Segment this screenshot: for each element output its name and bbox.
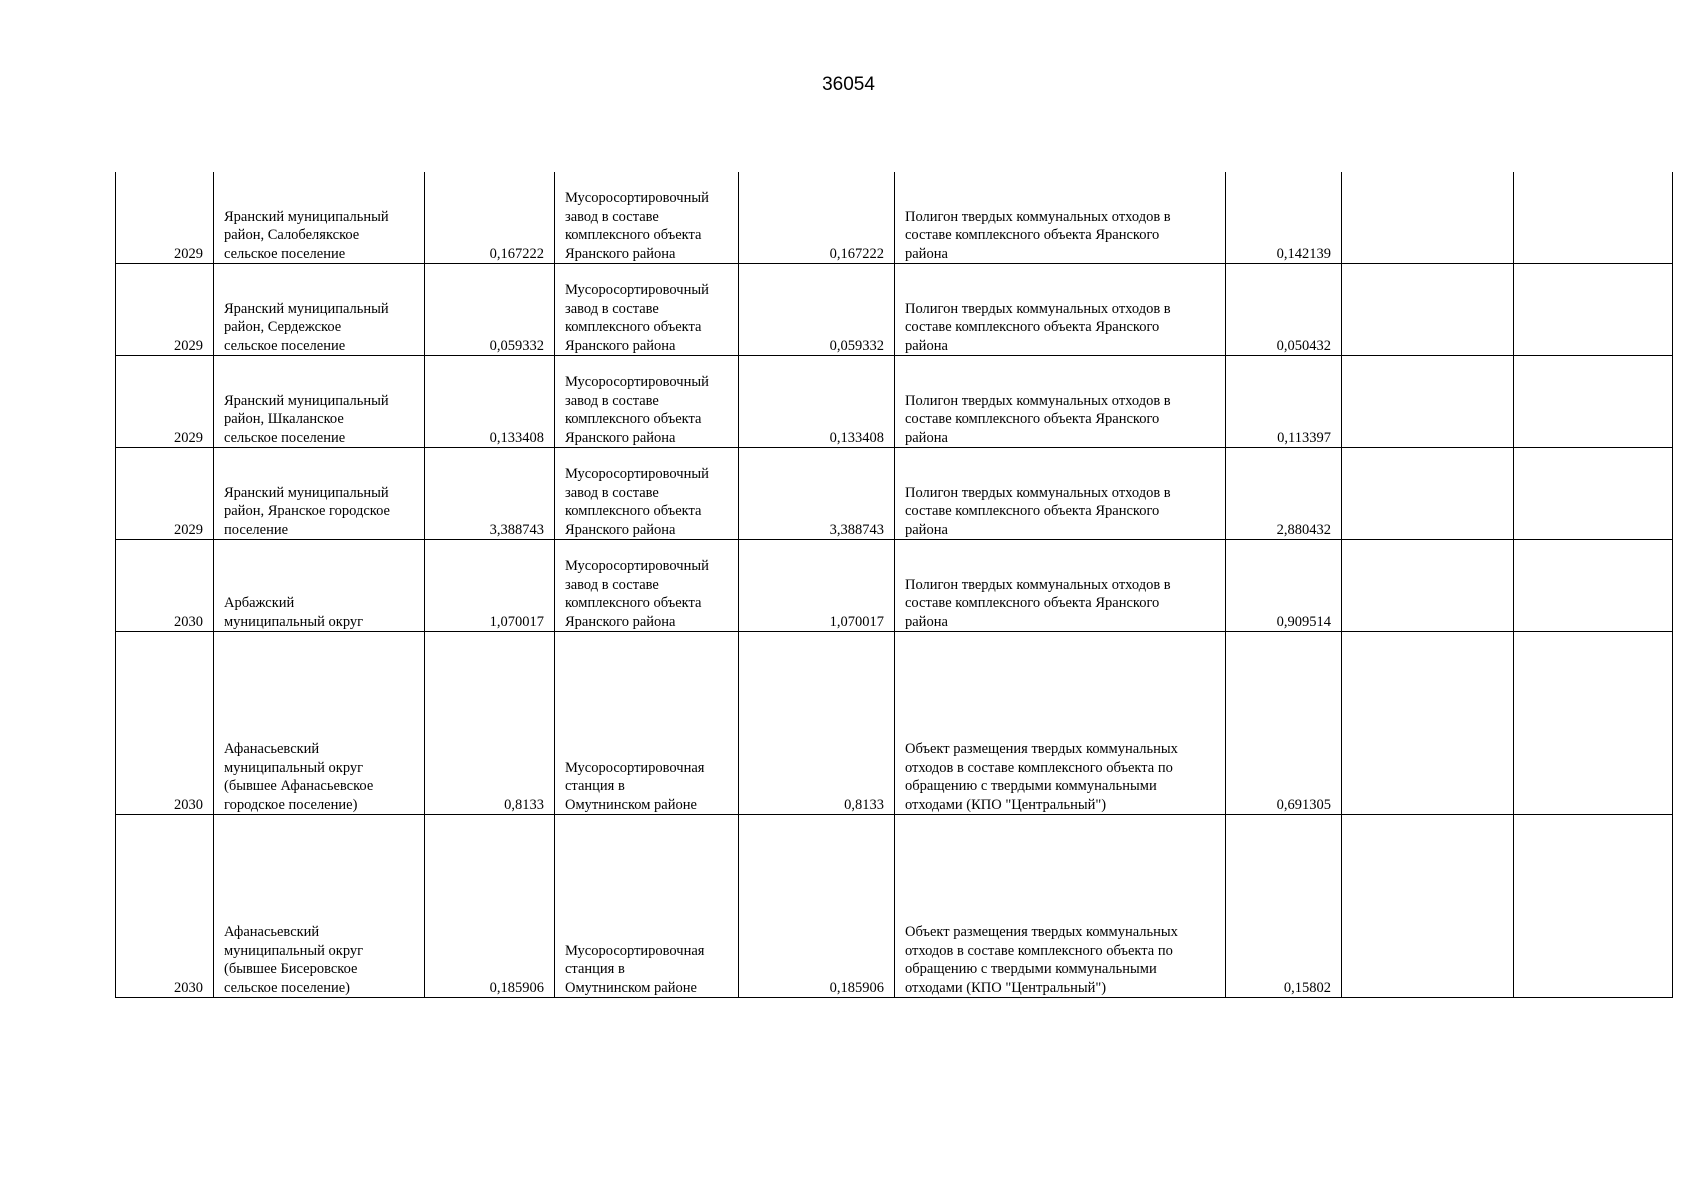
cell-year: 2029 bbox=[116, 356, 214, 448]
cell-disposal-volume: 0,909514 bbox=[1226, 540, 1342, 632]
cell-disposal-volume: 0,142139 bbox=[1226, 172, 1342, 264]
table-row bbox=[116, 356, 1673, 448]
cell-disposal-volume: 0,15802 bbox=[1226, 815, 1342, 998]
table-row bbox=[116, 632, 1673, 815]
cell-empty bbox=[1342, 356, 1514, 448]
cell-volume: 0,059332 bbox=[425, 264, 555, 356]
cell-empty bbox=[1342, 172, 1514, 264]
cell-empty bbox=[1514, 448, 1673, 540]
cell-facility: Мусоросортировочная станция в Омутнинском районе bbox=[555, 815, 739, 998]
cell-volume: 0,8133 bbox=[425, 632, 555, 815]
cell-empty bbox=[1342, 540, 1514, 632]
cell-territory: Арбажский муниципальный округ bbox=[214, 540, 425, 632]
cell-volume: 3,388743 bbox=[425, 448, 555, 540]
cell-empty bbox=[1514, 264, 1673, 356]
cell-territory: Яранский муниципальный район, Сердежское сельское поселение bbox=[214, 264, 425, 356]
table-row bbox=[116, 815, 1673, 998]
cell-volume: 0,185906 bbox=[425, 815, 555, 998]
cell-empty bbox=[1514, 540, 1673, 632]
cell-territory: Яранский муниципальный район, Яранское городское поселение bbox=[214, 448, 425, 540]
cell-disposal: Полигон твердых коммунальных отходов в составе комплексного объекта Яранского района bbox=[895, 448, 1226, 540]
cell-territory: Афанасьевский муниципальный округ (бывшее Афанасьевское городское поселение) bbox=[214, 632, 425, 815]
cell-facility: Мусоросортировочный завод в составе комплексного объекта Яранского района bbox=[555, 172, 739, 264]
cell-facility: Мусоросортировочный завод в составе комплексного объекта Яранского района bbox=[555, 356, 739, 448]
cell-territory: Яранский муниципальный район, Шкаланское сельское поселение bbox=[214, 356, 425, 448]
cell-territory: Яранский муниципальный район, Салобелякское сельское поселение bbox=[214, 172, 425, 264]
cell-year: 2029 bbox=[116, 264, 214, 356]
cell-disposal-volume: 0,050432 bbox=[1226, 264, 1342, 356]
cell-facility-volume: 0,167222 bbox=[739, 172, 895, 264]
cell-disposal-volume: 0,113397 bbox=[1226, 356, 1342, 448]
cell-empty bbox=[1342, 448, 1514, 540]
cell-year: 2030 bbox=[116, 632, 214, 815]
cell-facility-volume: 0,8133 bbox=[739, 632, 895, 815]
cell-disposal: Объект размещения твердых коммунальных отходов в составе комплексного объекта по обращению с твердыми коммунальными отходами (КПО "Центральный") bbox=[895, 815, 1226, 998]
cell-empty bbox=[1342, 815, 1514, 998]
table-container bbox=[115, 172, 1673, 998]
cell-disposal: Полигон твердых коммунальных отходов в составе комплексного объекта Яранского района bbox=[895, 172, 1226, 264]
cell-volume: 1,070017 bbox=[425, 540, 555, 632]
cell-facility: Мусоросортировочный завод в составе комплексного объекта Яранского района bbox=[555, 264, 739, 356]
cell-facility: Мусоросортировочная станция в Омутнинском районе bbox=[555, 632, 739, 815]
cell-disposal: Полигон твердых коммунальных отходов в составе комплексного объекта Яранского района bbox=[895, 356, 1226, 448]
cell-territory: Афанасьевский муниципальный округ (бывшее Бисеровское сельское поселение) bbox=[214, 815, 425, 998]
cell-facility-volume: 0,185906 bbox=[739, 815, 895, 998]
table-row bbox=[116, 540, 1673, 632]
table-row bbox=[116, 172, 1673, 264]
cell-empty bbox=[1342, 632, 1514, 815]
cell-disposal-volume: 0,691305 bbox=[1226, 632, 1342, 815]
cell-year: 2030 bbox=[116, 815, 214, 998]
cell-year: 2030 bbox=[116, 540, 214, 632]
cell-disposal: Объект размещения твердых коммунальных отходов в составе комплексного объекта по обращению с твердыми коммунальными отходами (КПО "Центральный") bbox=[895, 632, 1226, 815]
cell-facility-volume: 0,133408 bbox=[739, 356, 895, 448]
cell-facility-volume: 3,388743 bbox=[739, 448, 895, 540]
cell-disposal: Полигон твердых коммунальных отходов в составе комплексного объекта Яранского района bbox=[895, 264, 1226, 356]
cell-empty bbox=[1342, 264, 1514, 356]
cell-empty bbox=[1514, 172, 1673, 264]
cell-volume: 0,167222 bbox=[425, 172, 555, 264]
cell-facility: Мусоросортировочный завод в составе комплексного объекта Яранского района bbox=[555, 448, 739, 540]
page-number: 36054 bbox=[822, 74, 875, 95]
cell-year: 2029 bbox=[116, 172, 214, 264]
table-body bbox=[116, 172, 1673, 998]
cell-empty bbox=[1514, 356, 1673, 448]
cell-facility: Мусоросортировочный завод в составе комплексного объекта Яранского района bbox=[555, 540, 739, 632]
cell-empty bbox=[1514, 632, 1673, 815]
cell-disposal-volume: 2,880432 bbox=[1226, 448, 1342, 540]
table-row bbox=[116, 448, 1673, 540]
cell-volume: 0,133408 bbox=[425, 356, 555, 448]
cell-year: 2029 bbox=[116, 448, 214, 540]
table-row bbox=[116, 264, 1673, 356]
cell-empty bbox=[1514, 815, 1673, 998]
cell-facility-volume: 1,070017 bbox=[739, 540, 895, 632]
cell-disposal: Полигон твердых коммунальных отходов в составе комплексного объекта Яранского района bbox=[895, 540, 1226, 632]
cell-facility-volume: 0,059332 bbox=[739, 264, 895, 356]
waste-flow-table bbox=[115, 172, 1673, 998]
